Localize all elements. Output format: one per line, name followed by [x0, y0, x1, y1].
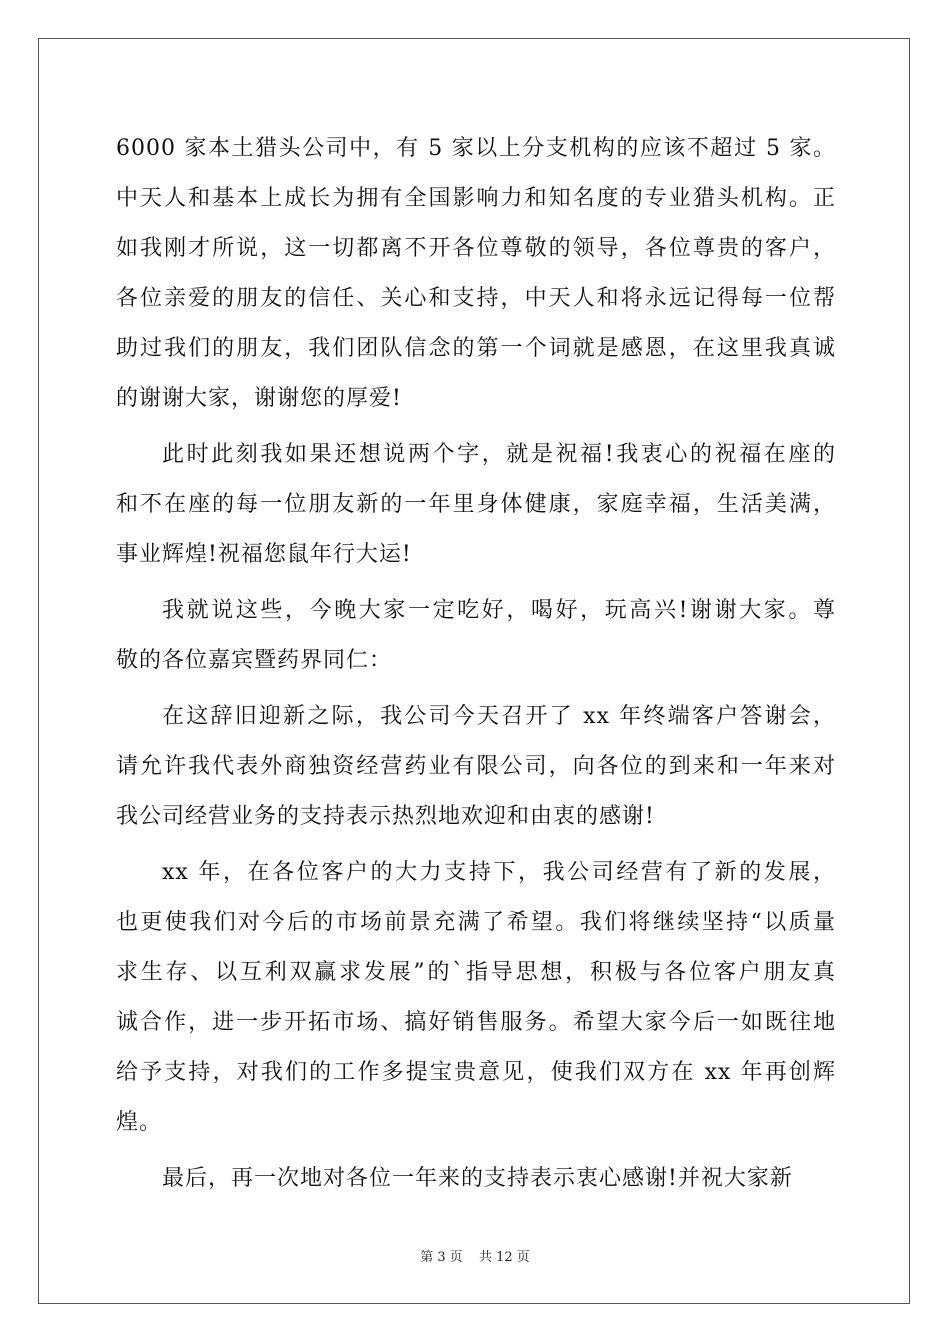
text-line: 也更使我们对今后的市场前景充满了希望。我们将继续坚持“以质量 [116, 910, 836, 935]
text-line: 在这辞旧迎新之际，我公司今天召开了 xx 年终端客户答谢会， [162, 704, 836, 729]
text-line: 如我刚才所说，这一切都离不开各位尊敬的领导，各位尊贵的客户， [116, 236, 836, 261]
paragraph [116, 848, 836, 1148]
paragraph [116, 1154, 836, 1204]
text-line: xx 年，在各位客户的大力支持下，我公司经营有了新的发展， [162, 860, 836, 885]
text-line: 事业辉煌!祝福您鼠年行大运! [116, 542, 412, 567]
paragraph [116, 586, 836, 686]
text-line: 给予支持，对我们的工作多提宝贵意见，使我们双方在 xx 年再创辉 [116, 1060, 836, 1085]
text-line: 6000 家本土猎头公司中，有 5 家以上分支机构的应该不超过 5 家。 [116, 136, 836, 161]
text-line: 我就说这些，今晚大家一定吃好，喝好，玩高兴!谢谢大家。尊 [162, 598, 836, 623]
paragraph [116, 430, 836, 580]
text-line: 助过我们的朋友，我们团队信念的第一个词就是感恩，在这里我真诚 [116, 336, 836, 361]
text-line: 此时此刻我如果还想说两个字，就是祝福!我衷心的祝福在座的 [162, 442, 836, 467]
paragraph [116, 124, 836, 424]
text-line: 最后，再一次地对各位一年来的支持表示衷心感谢!并祝大家新 [162, 1166, 793, 1191]
page-footer [0, 1246, 950, 1265]
text-line: 我公司经营业务的支持表示热烈地欢迎和由衷的感谢! [116, 804, 655, 829]
page-total: 共 12 页 [478, 1250, 530, 1265]
text-line: 和不在座的每一位朋友新的一年里身体健康，家庭幸福，生活美满， [116, 492, 836, 517]
text-line: 中天人和基本上成长为拥有全国影响力和知名度的专业猎头机构。正 [116, 186, 836, 211]
text-line: 的谢谢大家，谢谢您的厚爱! [116, 386, 402, 411]
paragraph [116, 692, 836, 842]
text-line: 请允许我代表外商独资经营药业有限公司，向各位的到来和一年来对 [116, 754, 836, 779]
text-line: 煌。 [116, 1110, 163, 1135]
text-line: 诚合作，进一步开拓市场、搞好销售服务。希望大家今后一如既往地 [116, 1010, 836, 1035]
document-body [116, 124, 836, 1204]
page-number: 第 3 页 [420, 1250, 463, 1265]
text-line: 敬的各位嘉宾暨药界同仁： [116, 648, 393, 673]
text-line: 求生存、以互利双赢求发展”的`指导思想，积极与各位客户朋友真 [116, 960, 836, 985]
text-line: 各位亲爱的朋友的信任、关心和支持，中天人和将永远记得每一位帮 [116, 286, 836, 311]
